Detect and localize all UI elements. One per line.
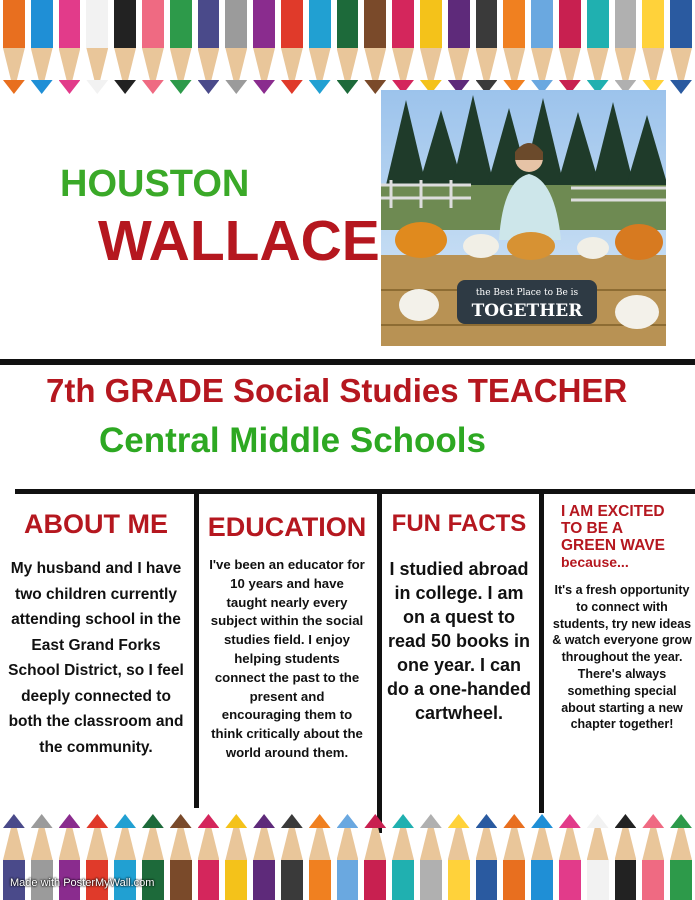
- excited-heading: [561, 503, 691, 571]
- pencil-icon: [417, 785, 445, 900]
- pencil-icon: [639, 785, 667, 900]
- column-divider-3: [539, 493, 544, 813]
- role-title: 7th GRADE Social Studies TEACHER: [46, 372, 628, 409]
- pencil-icon: [334, 785, 362, 900]
- pencil-icon: [56, 0, 84, 120]
- pencil-icon: [111, 0, 139, 120]
- school-name: Central Middle Schools: [99, 421, 486, 460]
- pencil-icon: [195, 785, 223, 900]
- excited-heading-line-4: because...: [561, 554, 629, 570]
- education-heading: EDUCATION: [207, 512, 367, 542]
- pencil-icon: [83, 0, 111, 120]
- fun-facts-text: I studied abroad in college. I am on a quest to read 50 books in one year. I can do a one-handed cartwheel.: [387, 559, 531, 723]
- pencil-icon: [222, 785, 250, 900]
- sign-text-top: the Best Place to Be is: [475, 288, 579, 298]
- photo-illustration: [381, 90, 666, 346]
- pencil-icon: [306, 0, 334, 120]
- pencil-icon: [278, 785, 306, 900]
- pencil-icon: [528, 785, 556, 900]
- excited-heading-line-2: TO BE A: [561, 520, 624, 537]
- pencil-icon: [278, 0, 306, 120]
- pencil-icon: [334, 0, 362, 120]
- watermark: Made with PosterMyWall.com: [10, 877, 155, 889]
- about-heading: ABOUT ME: [24, 509, 168, 539]
- pencil-icon: [222, 0, 250, 120]
- excited-heading-line-3: GREEN WAVE: [561, 537, 665, 554]
- excited-heading-line-1: I AM EXCITED: [561, 503, 665, 520]
- divider-lower: [15, 489, 695, 494]
- fun-facts-heading: FUN FACTS: [391, 510, 527, 537]
- pencil-icon: [167, 785, 195, 900]
- pencil-icon: [667, 0, 695, 120]
- pencil-icon: [473, 785, 501, 900]
- divider-upper: [0, 359, 695, 365]
- excited-text: It's a fresh opportunity to connect with students, try new ideas & watch everyone grow throughout the year. There's always something special about starting a new chapter together!: [552, 583, 692, 732]
- pencil-icon: [250, 785, 278, 900]
- sign-text-bottom: TOGETHER: [471, 301, 583, 321]
- first-name: HOUSTON: [60, 163, 250, 205]
- pencil-icon: [28, 0, 56, 120]
- pencil-icon: [195, 0, 223, 120]
- pencil-icon: [667, 785, 695, 900]
- pencil-icon: [250, 0, 278, 120]
- education-text: I've been an educator for 10 years and have taught nearly every subject within the social studies field. I enjoy helping students connect the past to the present and encouraging them to think critically about the world around them.: [209, 557, 365, 760]
- pencil-icon: [556, 785, 584, 900]
- pencil-icon: [167, 0, 195, 120]
- last-name: WALLACE: [98, 209, 380, 273]
- pencil-icon: [306, 785, 334, 900]
- pencil-icon: [0, 0, 28, 120]
- pencil-icon: [584, 785, 612, 900]
- pencil-icon: [500, 785, 528, 900]
- column-divider-2: [377, 493, 382, 833]
- teacher-photo: [381, 90, 666, 346]
- pencil-icon: [139, 0, 167, 120]
- pencil-icon: [612, 785, 640, 900]
- pencil-icon: [445, 785, 473, 900]
- pencil-icon: [361, 785, 389, 900]
- pencil-icon: [389, 785, 417, 900]
- about-text: My husband and I have two children currently attending school in the East Grand Forks School District, so I feel deeply connected to both the classroom and the community.: [8, 560, 184, 756]
